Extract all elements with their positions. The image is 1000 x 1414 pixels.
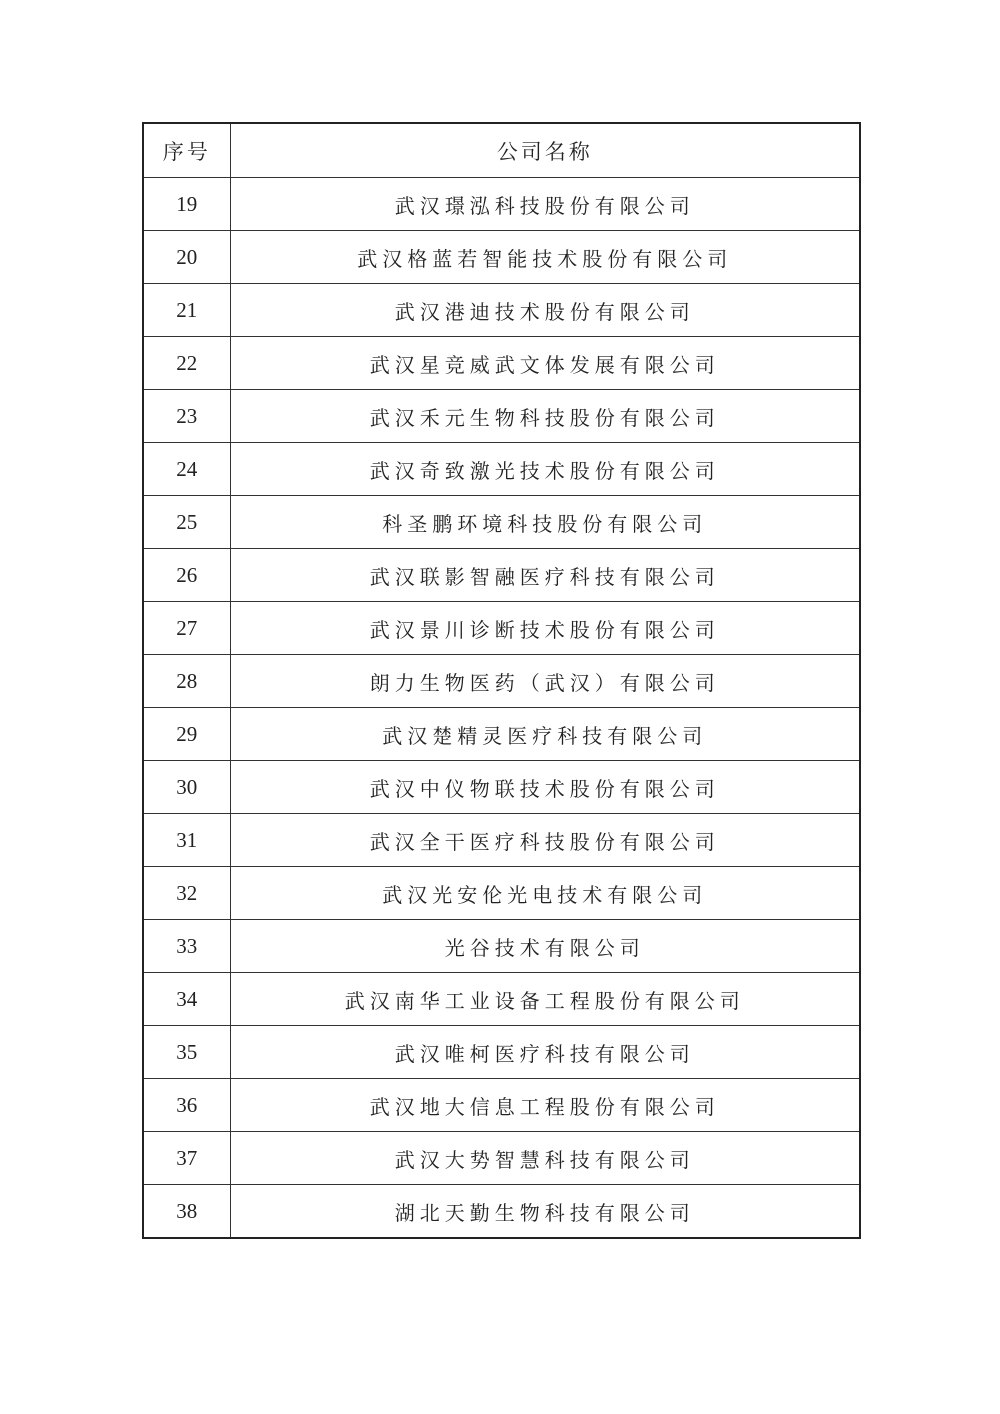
row-index: 19: [143, 178, 230, 231]
row-company: 光谷技术有限公司: [230, 920, 860, 973]
row-company: 武汉楚精灵医疗科技有限公司: [230, 708, 860, 761]
row-company: 武汉格蓝若智能技术股份有限公司: [230, 231, 860, 284]
row-company: 武汉光安伦光电技术有限公司: [230, 867, 860, 920]
row-index: 22: [143, 337, 230, 390]
header-index: 序号: [143, 123, 230, 178]
row-company: 武汉联影智融医疗科技有限公司: [230, 549, 860, 602]
row-company: 武汉禾元生物科技股份有限公司: [230, 390, 860, 443]
row-index: 25: [143, 496, 230, 549]
row-index: 27: [143, 602, 230, 655]
row-index: 34: [143, 973, 230, 1026]
row-index: 35: [143, 1026, 230, 1079]
row-company: 湖北天勤生物科技有限公司: [230, 1185, 860, 1239]
table-row: [143, 920, 860, 973]
row-index: 20: [143, 231, 230, 284]
row-index: 28: [143, 655, 230, 708]
row-company: 武汉地大信息工程股份有限公司: [230, 1079, 860, 1132]
row-company: 武汉奇致激光技术股份有限公司: [230, 443, 860, 496]
table-row: [143, 231, 860, 284]
row-index: 32: [143, 867, 230, 920]
company-list-table: [142, 122, 861, 1239]
table-row: [143, 1132, 860, 1185]
table-row: [143, 443, 860, 496]
table-row: [143, 602, 860, 655]
table-row: [143, 655, 860, 708]
table-row: [143, 761, 860, 814]
table-row: [143, 284, 860, 337]
row-company: 武汉景川诊断技术股份有限公司: [230, 602, 860, 655]
row-index: 33: [143, 920, 230, 973]
row-index: 29: [143, 708, 230, 761]
row-index: 23: [143, 390, 230, 443]
row-company: 武汉中仪物联技术股份有限公司: [230, 761, 860, 814]
row-index: 37: [143, 1132, 230, 1185]
row-company: 武汉南华工业设备工程股份有限公司: [230, 973, 860, 1026]
row-company: 朗力生物医药（武汉）有限公司: [230, 655, 860, 708]
table-row: [143, 708, 860, 761]
row-index: 24: [143, 443, 230, 496]
header-company: 公司名称: [230, 123, 860, 178]
row-company: 武汉大势智慧科技有限公司: [230, 1132, 860, 1185]
row-company: 武汉唯柯医疗科技有限公司: [230, 1026, 860, 1079]
row-index: 31: [143, 814, 230, 867]
table-row: [143, 1026, 860, 1079]
table-row: [143, 549, 860, 602]
table-body: [143, 178, 860, 1239]
header-row: [143, 123, 860, 178]
table-row: [143, 496, 860, 549]
table-row: [143, 973, 860, 1026]
row-index: 21: [143, 284, 230, 337]
table-row: [143, 1185, 860, 1239]
table-row: [143, 814, 860, 867]
table-header: [143, 123, 860, 178]
row-company: 武汉星竞威武文体发展有限公司: [230, 337, 860, 390]
row-company: 武汉港迪技术股份有限公司: [230, 284, 860, 337]
row-company: 武汉璟泓科技股份有限公司: [230, 178, 860, 231]
table-row: [143, 337, 860, 390]
row-company: 武汉全干医疗科技股份有限公司: [230, 814, 860, 867]
table-row: [143, 390, 860, 443]
table-row: [143, 178, 860, 231]
row-index: 26: [143, 549, 230, 602]
row-index: 30: [143, 761, 230, 814]
row-index: 36: [143, 1079, 230, 1132]
row-company: 科圣鹏环境科技股份有限公司: [230, 496, 860, 549]
table-row: [143, 867, 860, 920]
row-index: 38: [143, 1185, 230, 1239]
table-row: [143, 1079, 860, 1132]
